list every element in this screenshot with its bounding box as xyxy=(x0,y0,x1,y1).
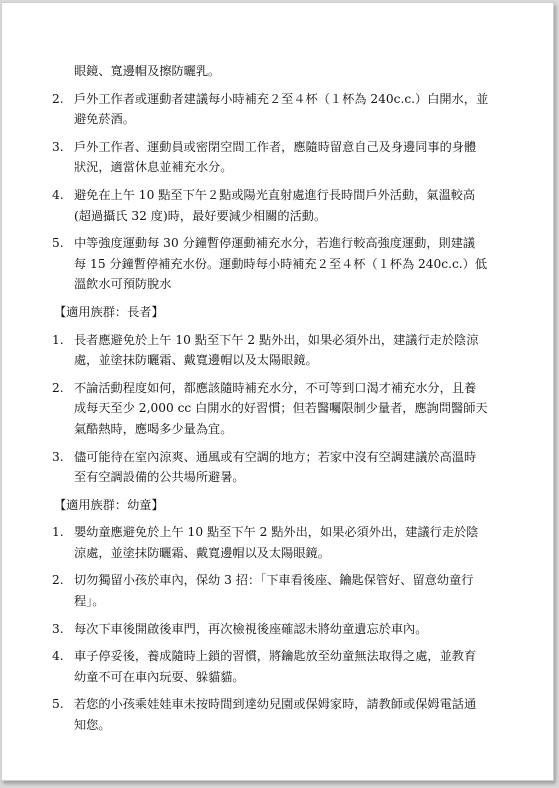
item-text-line: 涼處，並塗抹防曬霜、戴寬邊帽以及太陽眼鏡。 xyxy=(74,545,330,560)
list-item xyxy=(52,522,512,563)
item-text-line: 程」。 xyxy=(74,594,105,609)
item-number: 3. xyxy=(52,139,64,154)
item-text-line: 避免在上午 10 點至下午２點或陽光直射處進行長時間戶外活動，氣溫較高 xyxy=(74,187,476,202)
list-item xyxy=(52,694,512,735)
list-item xyxy=(52,330,512,371)
item-number: 5. xyxy=(52,236,64,251)
item-text-line: 切勿獨留小孩於車內，保幼 3 招：「下車看後座、鑰匙保管好、留意幼童行 xyxy=(74,573,474,588)
list-item xyxy=(52,185,512,226)
item-text-line: 不論活動程度如何，都應該隨時補充水分，不可等到口渴才補充水分，且養 xyxy=(74,380,477,395)
item-text-line: 中等強度運動每 30 分鐘暫停運動補充水分，若進行較高強度運動，則建議 xyxy=(74,236,476,251)
item-text-line: 嬰幼童應避免於上午 10 點至下午 2 點外出，如果必須外出，建議行走於陰 xyxy=(74,525,479,540)
item-number: 1. xyxy=(52,525,64,540)
item-number: 2. xyxy=(52,573,64,588)
item-text-line: 至有空調設備的公共場所避暑。 xyxy=(74,470,245,485)
item-text-line: 狀況，適當休息並補充水分。 xyxy=(74,160,233,175)
item-text-line: 戶外工作者或運動者建議每小時補充２至４杯（１杯為 240c.c.）白開水，並 xyxy=(74,91,489,106)
list-item xyxy=(52,89,512,130)
group-heading-children: 【適用族群：幼童】 xyxy=(54,497,164,512)
item-number: 4. xyxy=(52,649,64,664)
item-number: 1. xyxy=(52,332,64,347)
item-number: 5. xyxy=(52,697,64,712)
item-text-line: 知您。 xyxy=(74,718,111,733)
continuation-line: 眼鏡、寬邊帽及擦防曬乳。 xyxy=(74,64,221,78)
list-outdoor-workers xyxy=(52,89,512,295)
item-text-line: 處，並塗抹防曬霜、戴寬邊帽以及太陽眼鏡。 xyxy=(74,353,318,368)
item-text-line: 長者應避免於上午 10 點至下午 2 點外出，如果必須外出，建議行走於陰涼 xyxy=(74,332,479,347)
document-body xyxy=(52,61,512,736)
item-text-line: 若您的小孩乘娃娃車未按時間到達幼兒園或保姆家時，請教師或保姆電話通 xyxy=(74,697,477,712)
item-text-line: 幼童不可在車內玩耍、躲貓貓。 xyxy=(74,669,245,684)
list-elderly xyxy=(52,330,512,488)
item-number: 3. xyxy=(52,449,64,464)
item-text-line: 避免菸酒。 xyxy=(74,112,135,127)
item-text-line: 氣酷熱時，應喝多少量為宜。 xyxy=(74,421,233,436)
item-number: 4. xyxy=(52,187,64,202)
document-page xyxy=(1,2,554,781)
item-text-line: 每次下車後開啟後車門，再次檢視後座確認未將幼童遺忘於車內。 xyxy=(74,621,428,636)
item-text-line: 成每天至少 2,000 cc 白開水的好習慣；但若醫囑限制少量者，應詢問醫師天 xyxy=(74,401,488,416)
list-item xyxy=(52,570,512,611)
item-number: 2. xyxy=(52,91,64,106)
item-text-line: 溫飲水可預防脫水 xyxy=(74,277,172,292)
item-number: 3. xyxy=(52,621,64,636)
list-item xyxy=(52,233,512,295)
item-text-line: 每 15 分鐘暫停補充水份。運動時每小時補充２至４杯（１杯為 240c.c.）低 xyxy=(74,256,488,271)
item-text-line: (超過攝氏 32 度)時，最好要減少相關的活動。 xyxy=(74,208,327,223)
list-item xyxy=(52,646,512,687)
item-text-line: 車子停妥後，養成隨時上鎖的習慣，將鑰匙放至幼童無法取得之處，並教育 xyxy=(74,649,477,664)
item-text-line: 儘可能待在室內涼爽、通風或有空調的地方；若家中沒有空調建議於高溫時 xyxy=(74,449,477,464)
list-children xyxy=(52,522,512,735)
item-text-line: 戶外工作者、運動員或密閉空間工作者，應隨時留意自己及身邊同事的身體 xyxy=(74,139,477,154)
group-heading-elderly: 【適用族群：長者】 xyxy=(54,304,164,319)
list-item xyxy=(52,137,512,178)
item-number: 2. xyxy=(52,380,64,395)
list-item xyxy=(52,447,512,488)
list-item xyxy=(52,378,512,440)
list-item xyxy=(52,619,512,640)
